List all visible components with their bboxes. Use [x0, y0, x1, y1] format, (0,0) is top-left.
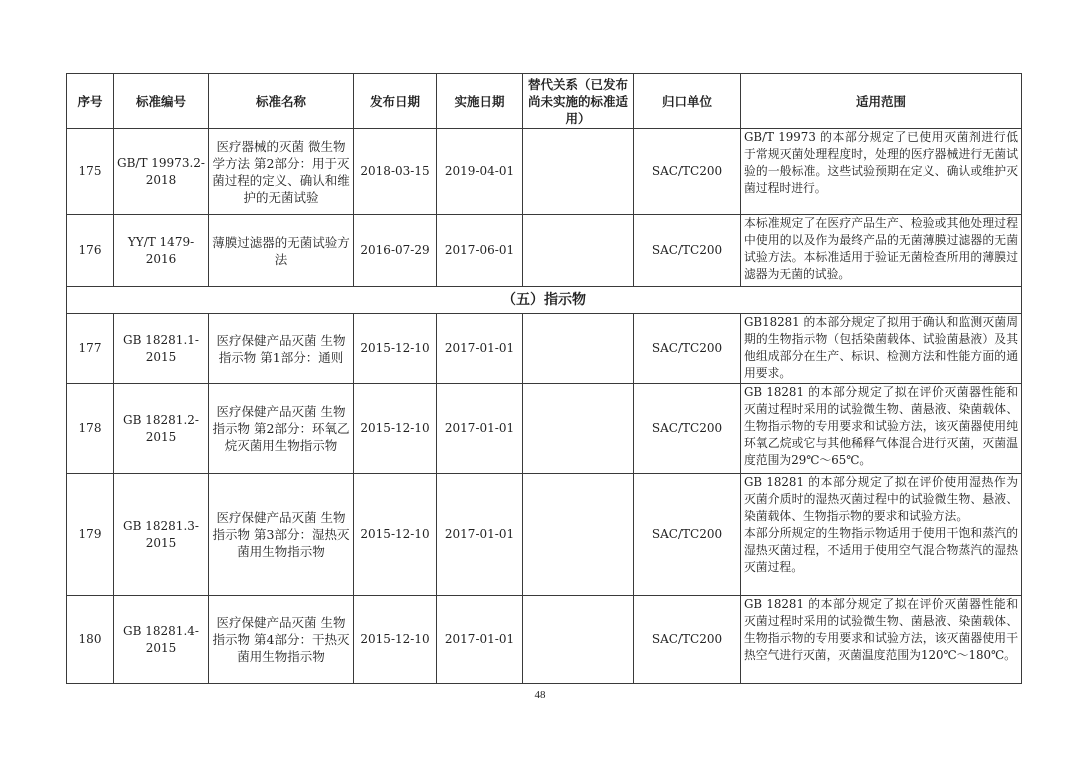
header-unit: 归口单位: [634, 74, 741, 129]
unit-cell: SAC/TC200: [634, 215, 741, 287]
header-replace: 替代关系（已发布尚未实施的标准适用）: [523, 74, 634, 129]
seq-cell: 178: [67, 384, 114, 474]
table-row: [67, 474, 1022, 596]
name-cell: 医疗器械的灭菌 微生物学方法 第2部分：用于灭菌过程的定义、确认和维护的无菌试验: [209, 129, 354, 215]
unit-cell: SAC/TC200: [634, 474, 741, 596]
scope-cell: [741, 474, 1022, 596]
header-code: 标准编号: [114, 74, 209, 129]
seq-cell: 177: [67, 314, 114, 384]
impl-date-cell: 2017-01-01: [437, 384, 523, 474]
section-row: [67, 287, 1022, 314]
replace-cell: [523, 474, 634, 596]
impl-date-cell: 2017-01-01: [437, 596, 523, 684]
code-cell: GB/T 19973.2-2018: [114, 129, 209, 215]
seq-cell: 179: [67, 474, 114, 596]
table-row: [67, 596, 1022, 684]
header-row: [67, 74, 1022, 129]
pub-date-cell: 2015-12-10: [354, 596, 437, 684]
header-impl-date: 实施日期: [437, 74, 523, 129]
header-seq: 序号: [67, 74, 114, 129]
standards-table: [66, 73, 1022, 684]
pub-date-cell: 2015-12-10: [354, 314, 437, 384]
scope-text: 本标准规定了在医疗产品生产、检验或其他处理过程中使用的以及作为最终产品的无菌薄膜过滤器的无菌试验方法。本标准适用于验证无菌检查所用的薄膜过滤器为无菌的试验。: [744, 216, 1018, 281]
code-cell: YY/T 1479-2016: [114, 215, 209, 287]
impl-date-cell: 2019-04-01: [437, 129, 523, 215]
table-row: [67, 215, 1022, 287]
table-row: [67, 129, 1022, 215]
scope-text: GB18281 的本部分规定了拟用于确认和监测灭菌周期的生物指示物（包括染菌载体、试验菌悬液）及其他组成部分在生产、标识、检测方法和性能方面的通用要求。: [744, 315, 1018, 380]
pub-date-cell: 2018-03-15: [354, 129, 437, 215]
code-cell: GB 18281.4-2015: [114, 596, 209, 684]
replace-cell: [523, 129, 634, 215]
name-cell: 医疗保健产品灭菌 生物指示物 第2部分：环氧乙烷灭菌用生物指示物: [209, 384, 354, 474]
section-title: （五）指示物: [67, 287, 1022, 314]
pub-date-cell: 2016-07-29: [354, 215, 437, 287]
header-name: 标准名称: [209, 74, 354, 129]
table-row: [67, 384, 1022, 474]
seq-cell: 176: [67, 215, 114, 287]
scope-cell: [741, 596, 1022, 684]
name-cell: 医疗保健产品灭菌 生物指示物 第3部分：湿热灭菌用生物指示物: [209, 474, 354, 596]
unit-cell: SAC/TC200: [634, 384, 741, 474]
unit-cell: SAC/TC200: [634, 314, 741, 384]
scope-cell: [741, 215, 1022, 287]
pub-date-cell: 2015-12-10: [354, 384, 437, 474]
name-cell: 薄膜过滤器的无菌试验方法: [209, 215, 354, 287]
scope-cell: [741, 384, 1022, 474]
code-cell: GB 18281.2-2015: [114, 384, 209, 474]
seq-cell: 180: [67, 596, 114, 684]
unit-cell: SAC/TC200: [634, 129, 741, 215]
scope-cell: [741, 129, 1022, 215]
name-cell: 医疗保健产品灭菌 生物指示物 第1部分：通则: [209, 314, 354, 384]
seq-cell: 175: [67, 129, 114, 215]
table-row: [67, 314, 1022, 384]
impl-date-cell: 2017-01-01: [437, 314, 523, 384]
scope-text: GB 18281 的本部分规定了拟在评价灭菌器性能和灭菌过程时采用的试验微生物、菌悬液、染菌载体、生物指示物的专用要求和试验方法，该灭菌器使用纯环氧乙烷或它与其他稀释气体混合进行灭菌，灭菌温度范围为29℃～65℃。: [744, 385, 1018, 467]
code-cell: GB 18281.1-2015: [114, 314, 209, 384]
replace-cell: [523, 384, 634, 474]
replace-cell: [523, 215, 634, 287]
scope-text: GB 18281 的本部分规定了拟在评价灭菌器性能和灭菌过程时采用的试验微生物、菌悬液、染菌载体、生物指示物的专用要求和试验方法，该灭菌器使用干热空气进行灭菌，灭菌温度范围为120℃～180℃。: [744, 597, 1018, 662]
scope-cell: [741, 314, 1022, 384]
scope-text: GB 18281 的本部分规定了拟在评价使用湿热作为灭菌介质时的湿热灭菌过程中的试验微生物、悬液、染菌载体、生物指示物的要求和试验方法。: [744, 475, 1018, 523]
scope-text: GB/T 19973 的本部分规定了已使用灭菌剂进行低于常规灭菌处理程度时，处理的医疗器械进行无菌试验的一般标准。这些试验预期在定义、确认或维护灭菌过程时进行。: [744, 130, 1018, 195]
unit-cell: SAC/TC200: [634, 596, 741, 684]
scope-text: 本部分所规定的生物指示物适用于使用干饱和蒸汽的湿热灭菌过程，不适用于使用空气混合物蒸汽的湿热灭菌过程。: [744, 526, 1018, 574]
page-number: 48: [534, 689, 546, 701]
impl-date-cell: 2017-01-01: [437, 474, 523, 596]
header-pub-date: 发布日期: [354, 74, 437, 129]
code-cell: GB 18281.3-2015: [114, 474, 209, 596]
replace-cell: [523, 314, 634, 384]
name-cell: 医疗保健产品灭菌 生物指示物 第4部分：干热灭菌用生物指示物: [209, 596, 354, 684]
impl-date-cell: 2017-06-01: [437, 215, 523, 287]
replace-cell: [523, 596, 634, 684]
header-scope: 适用范围: [741, 74, 1022, 129]
pub-date-cell: 2015-12-10: [354, 474, 437, 596]
